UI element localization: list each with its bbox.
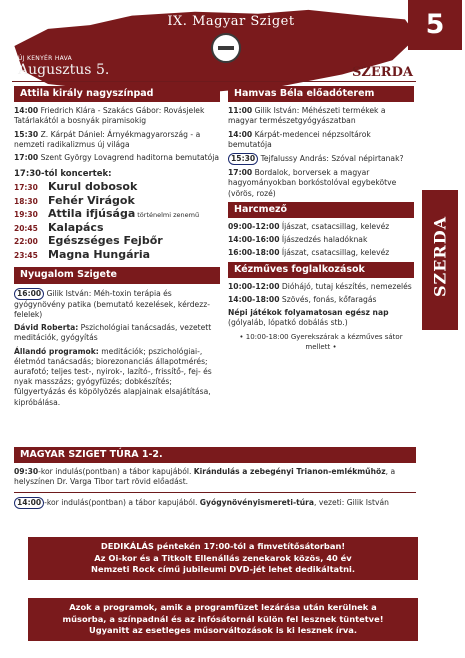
program-time-circled: 16:00 — [14, 288, 44, 300]
concert-row — [14, 195, 220, 209]
section-title-crafts: Kézműves foglalkozások — [228, 262, 414, 278]
tour-time-circled: 14:00 — [14, 497, 44, 509]
program-item — [14, 288, 220, 321]
program-time: 14:00 — [14, 106, 39, 116]
program-item — [14, 347, 220, 408]
program-item — [14, 323, 220, 343]
signing-line: Nemzeti Rock című jubileumi DVD-jét lehet dedikáltatni. — [91, 564, 355, 574]
concert-note: történelmi zenemű — [137, 211, 200, 220]
concerts-heading: 17:30-tól koncertek: — [14, 169, 112, 180]
program-text: Z. Kárpát Dániel: Árnyékmagyarország - a nemzeti radikalizmus új világa — [14, 129, 201, 149]
section-title-lecture-hall: Hamvas Béla előadóterem — [228, 86, 414, 102]
program-item — [228, 308, 414, 328]
tour-divider — [14, 492, 416, 493]
section-title-main-stage: Attila király nagyszínpad — [14, 86, 220, 102]
folk-games-label: Népi játékok folyamatosan egész nap — [228, 308, 389, 318]
program-text: Gilik István: Méh-toxin terápia és gyógynövény patika (bemutató kezelések, kérdezz-felelek) — [14, 288, 210, 320]
program-item — [228, 295, 414, 305]
program-text: Tejfalussy András: Szóval népirtanak? — [258, 154, 404, 164]
left-column — [14, 86, 220, 411]
concert-time: 17:30 — [14, 183, 38, 193]
craft-note: • 10:00-18:00 Gyerekszárak a kézműves sátor mellett • — [239, 332, 403, 351]
concert-band: Kalapács — [48, 220, 104, 234]
program-text: Dióhájó, tutaj készítés, nemezelés — [279, 281, 412, 291]
program-time: 14:00-18:00 — [228, 295, 280, 305]
day-number: 5 — [408, 0, 462, 50]
program-time-circled: 15:30 — [228, 153, 258, 165]
program-item — [228, 106, 414, 126]
program-text: Friedrich Klára - Szakács Gábor: Rovásjelek Tatárlakától a bosnyák piramisokig — [14, 106, 205, 126]
concert-time: 23:45 — [14, 250, 38, 260]
concert-band: Magna Hungária — [48, 247, 151, 261]
program-item — [14, 153, 220, 163]
concert-row — [14, 235, 220, 249]
program-text: Kárpát-medencei népzsoltárok bemutatója — [228, 129, 371, 149]
festival-logo — [211, 33, 241, 63]
program-text: (gólyaláb, lópatkó dobálás stb.) — [228, 318, 348, 328]
signing-line: Az Oi-kor és a Titkolt Ellenállás zenekarok közös, 40 év — [94, 552, 352, 563]
program-time: 14:00 — [228, 129, 253, 139]
program-time: 17:00 — [14, 153, 39, 163]
month-label: ÚJ KENYÉR HAVA — [18, 55, 73, 62]
concert-time: 20:45 — [14, 223, 38, 233]
program-text: meditációk; pszichológiai-, életmód tanácsadás; biorezonanciás állapotmérés; aurafotó; teljes test-, nyirok-, lazító-, frissítő-, fej- és nyak masszázs; gyógyfüzés; dobkészítés; fülgyertyázás és köpölyözés alapjainak elsajátítása, kipróbálása. — [14, 346, 212, 407]
right-column — [228, 86, 414, 352]
program-item — [228, 168, 414, 199]
edition-title: IX. Magyar Sziget — [167, 14, 295, 29]
weekday-label: SZERDA — [352, 65, 413, 80]
signing-banner — [28, 537, 418, 580]
program-text: Íjászedzés haladóknak — [279, 235, 368, 245]
notice-line: műsorba, a színpadnál és az infósátornál külön fel lesznek tüntetve! — [62, 613, 384, 624]
notice-banner — [28, 598, 418, 641]
tour-item — [14, 497, 416, 509]
program-item — [14, 106, 220, 126]
notice-line: Ugyanitt az esetleges műsorváltozások is ki lesznek írva. — [88, 625, 358, 635]
program-text: Íjászat, csatacsillag, kelevéz — [279, 248, 390, 258]
program-text: Pszichológiai tanácsadás, vezetett meditációk, gyógyítás — [14, 323, 212, 343]
concert-time: 18:30 — [14, 196, 38, 206]
concert-time: 19:30 — [14, 210, 38, 220]
section-title-battlefield: Harcmező — [228, 202, 414, 218]
program-time: 09:00-12:00 — [228, 222, 280, 232]
program-time: 17:00 — [228, 168, 253, 178]
program-text: Szent György Lovagrend haditorna bemutatója — [38, 153, 220, 163]
program-name: Dávid Roberta: — [14, 323, 79, 333]
program-item — [228, 222, 414, 232]
program-item — [228, 282, 414, 292]
side-tab-label: SZERDA — [430, 216, 450, 298]
permanent-label: Állandó programok: — [14, 346, 99, 356]
concert-row — [14, 181, 220, 195]
tour-text: -kor indulás(pontban) a tábor kapujából. — [38, 467, 194, 477]
program-time: 16:00-18:00 — [228, 248, 280, 258]
section-title-tour: MAGYAR SZIGET TÚRA 1-2. — [14, 447, 416, 463]
program-time: 15:30 — [14, 129, 39, 139]
concert-band: Egészséges Fejbőr — [48, 234, 163, 248]
tour-item — [14, 467, 416, 487]
concert-band: Fehér Virágok — [48, 193, 135, 207]
program-text: Bordalok, borversek a magyar hagyományokban borkóstolóval egybekötve (vörös, rozé) — [228, 168, 397, 198]
program-item — [228, 130, 414, 150]
header-divider — [12, 81, 416, 82]
tour-time: 09:30 — [14, 467, 39, 477]
tour-text-rest: , a helyszínen Dr. Varga Tibor tart rövid előadást. — [14, 467, 396, 487]
program-item — [228, 153, 414, 165]
program-item — [14, 130, 220, 150]
program-item — [228, 248, 414, 258]
notice-line: Azok a programok, amik a programfüzet lezárása után kerülnek a — [69, 602, 377, 612]
concert-band: Attila ifjúsága — [48, 207, 136, 221]
program-time: 11:00 — [228, 106, 253, 116]
concert-row — [14, 249, 220, 263]
tour-text: -kor indulás(pontban) a tábor kapujából. — [44, 497, 200, 507]
logo-emblem — [218, 46, 234, 50]
concert-band: Kurul dobosok — [48, 180, 138, 194]
concert-row — [14, 208, 220, 222]
tour-highlight: Gyógynövényismereti-túra — [199, 497, 315, 507]
date-label: Augusztus 5. — [18, 62, 110, 78]
program-text: Gilik István: Méhészeti termékek a magyar természetgyógyászatban — [228, 106, 386, 126]
concert-row — [14, 222, 220, 236]
tour-highlight: Kirándulás a zebegényi Trianon-emlékműhöz — [193, 467, 386, 477]
program-time: 10:00-12:00 — [228, 281, 280, 291]
signing-line: DEDIKÁLÁS péntekén 17:00-tól a fimvetítősátorban! — [100, 541, 346, 551]
side-tab — [422, 190, 458, 330]
program-time: 14:00-16:00 — [228, 235, 280, 245]
program-text: Íjászat, csatacsillag, kelevéz — [279, 222, 390, 232]
program-item — [228, 235, 414, 245]
tour-text-rest: , vezeti: Gilik István — [314, 497, 389, 507]
concert-time: 22:00 — [14, 237, 38, 247]
tour-section — [14, 447, 416, 512]
program-text: Szövés, fonás, kőfaragás — [279, 295, 377, 305]
section-title-peace-island: Nyugalom Szigete — [14, 267, 220, 283]
